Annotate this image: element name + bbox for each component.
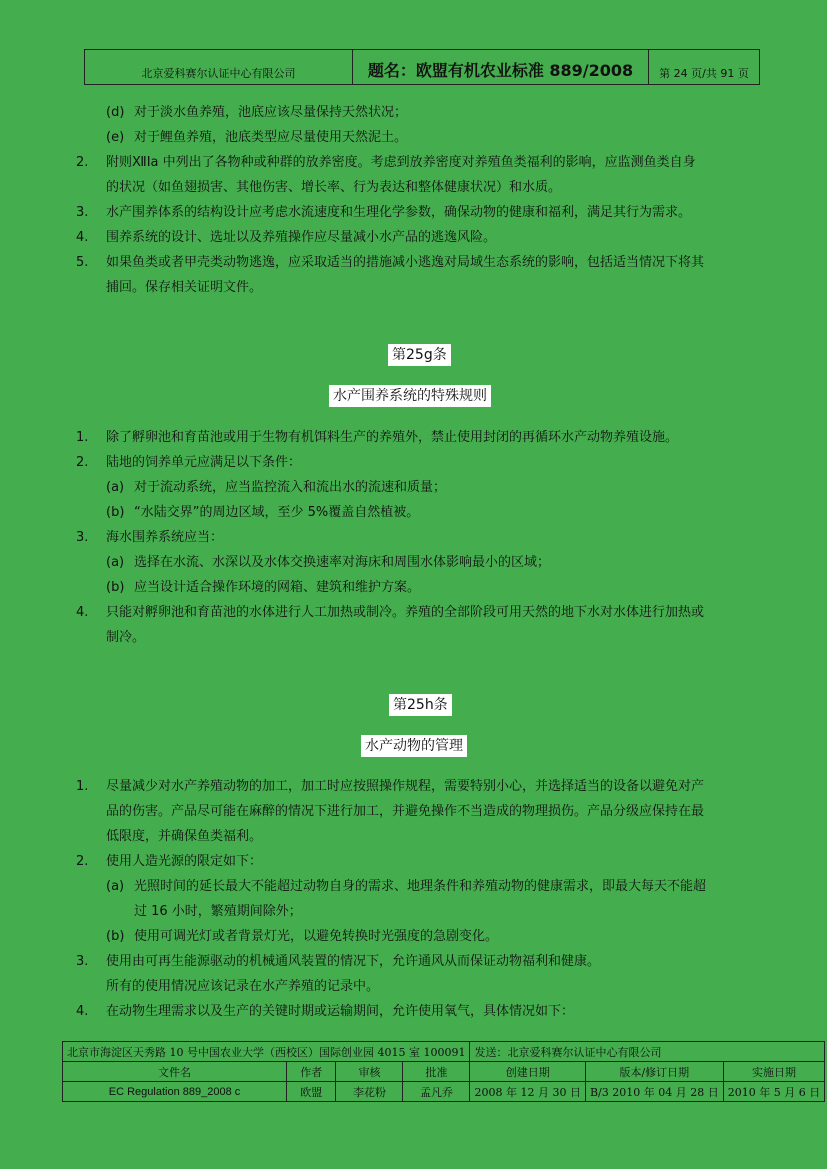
footer-address-row: [63, 1042, 825, 1062]
list-item: 附则ⅫIa 中列出了各物种或种群的放养密度。考虑到放养密度对养殖鱼类福利的影响，应监测鱼类自身: [106, 155, 696, 170]
list-marker: (a): [106, 555, 125, 570]
footer-header-cell: 审核: [336, 1062, 403, 1082]
list-marker: (a): [106, 480, 125, 495]
footer-header-cell: 文件名: [63, 1062, 287, 1082]
list-item: 海水围养系统应当：: [106, 530, 224, 545]
list-marker: (b): [106, 505, 125, 520]
article-number: 第25g条: [388, 344, 451, 366]
list-item: 对于流动系统，应当监控流入和流出水的流速和质量；: [134, 480, 447, 495]
footer-header-cell: 版本/修订日期: [585, 1062, 723, 1082]
list-item: 除了孵卵池和育苗池或用于生物有机饵料生产的养殖外，禁止使用封闭的再循环水产动物养殖设施。: [106, 430, 679, 445]
list-marker: (e): [106, 130, 125, 145]
list-item: “水陆交界”的周边区域，至少 5%覆盖自然植被。: [134, 505, 420, 520]
list-marker: (b): [106, 580, 125, 595]
section-heading: 水产围养系统的特殊规则: [329, 385, 491, 407]
header-page-number: 第 24 页/共 91 页: [659, 67, 749, 80]
list-marker: 3.: [76, 205, 89, 220]
list-item: 陆地的饲养单元应满足以下条件：: [106, 455, 302, 470]
list-item: 应当设计适合操作环境的网箱、建筑和维护方案。: [134, 580, 421, 595]
footer-header-cell: 批准: [403, 1062, 470, 1082]
list-marker: (b): [106, 929, 125, 944]
list-marker: 3.: [76, 530, 89, 545]
list-item: 只能对孵卵池和育苗池的水体进行人工加热或制冷。养殖的全部阶段可用天然的地下水对水体进行加热或: [106, 605, 705, 620]
list-item-continued: 过 16 小时，繁殖期间除外；: [134, 904, 302, 919]
list-item-continued: 捕回。保存相关证明文件。: [106, 280, 263, 295]
header-company: 北京爱科赛尔认证中心有限公司: [85, 50, 353, 84]
page-header: [84, 49, 760, 85]
list-item: 光照时间的延长最大不能超过动物自身的需求、地理条件和养殖动物的健康需求，即最大每天不能超: [134, 879, 707, 894]
footer-reviewer: 李花粉: [336, 1082, 403, 1102]
list-marker: (a): [106, 879, 125, 894]
list-marker: 1.: [76, 779, 89, 794]
list-marker: 1.: [76, 430, 89, 445]
list-marker: 3.: [76, 954, 89, 969]
footer-header-row: [63, 1062, 825, 1082]
list-marker: 4.: [76, 230, 89, 245]
footer-header-cell: 作者: [287, 1062, 336, 1082]
list-marker: 2.: [76, 854, 89, 869]
list-item: 选择在水流、水深以及水体交换速率对海床和周围水体影响最小的区域；: [134, 555, 551, 570]
footer-value-row: [63, 1082, 825, 1102]
list-item: 尽量减少对水产养殖动物的加工，加工时应按照操作规程，需要特别小心，并选择适当的设备以避免对产: [106, 779, 705, 794]
list-marker: (d): [106, 105, 125, 120]
footer-effective-date: 2010 年 5 月 6 日: [723, 1082, 824, 1102]
list-item: 围养系统的设计、选址以及养殖操作应尽量减小水产品的逃逸风险。: [106, 230, 497, 245]
footer-revision-date: B/3 2010 年 04 月 28 日: [585, 1082, 723, 1102]
list-marker: 4.: [76, 1004, 89, 1019]
list-item-continued: 所有的使用情况应该记录在水产养殖的记录中。: [106, 979, 380, 994]
footer-created-date: 2008 年 12 月 30 日: [470, 1082, 585, 1102]
document-footer-table: [62, 1041, 825, 1102]
list-item-continued: 品的伤害。产品尽可能在麻醉的情况下进行加工，并避免操作不当造成的物理损伤。产品分级应保持在最: [106, 804, 705, 819]
list-item: 使用人造光源的限定如下：: [106, 854, 263, 869]
list-marker: 2.: [76, 155, 89, 170]
list-marker: 2.: [76, 455, 89, 470]
list-item: 对于淡水鱼养殖，池底应该尽量保持天然状况；: [134, 105, 408, 120]
list-item-continued: 的状况（如鱼翅损害、其他伤害、增长率、行为表达和整体健康状况）和水质。: [106, 180, 562, 195]
footer-approver: 孟凡乔: [403, 1082, 470, 1102]
footer-header-cell: 实施日期: [723, 1062, 824, 1082]
footer-author: 欧盟: [287, 1082, 336, 1102]
list-marker: 5.: [76, 255, 89, 270]
list-item: 水产围养体系的结构设计应考虑水流速度和生理化学参数，确保动物的健康和福利，满足其行为需求。: [106, 205, 692, 220]
footer-header-cell: 创建日期: [470, 1062, 585, 1082]
list-item-continued: 低限度，并确保鱼类福利。: [106, 829, 263, 844]
footer-sent-to: 发送：北京爱科赛尔认证中心有限公司: [470, 1042, 825, 1062]
list-item: 在动物生理需求以及生产的关键时期或运输期间，允许使用氧气，具体情况如下：: [106, 1004, 575, 1019]
section-heading: 水产动物的管理: [361, 735, 467, 757]
list-item-continued: 制冷。: [106, 630, 146, 645]
footer-address: 北京市海淀区天秀路 10 号中国农业大学（西校区）国际创业园 4015 室 100091: [63, 1042, 470, 1062]
article-number: 第25h条: [389, 694, 452, 716]
footer-file-name: EC Regulation 889_2008 c: [63, 1082, 287, 1102]
list-item: 如果鱼类或者甲壳类动物逃逸，应采取适当的措施减小逃逸对局域生态系统的影响，包括适当情况下将其: [106, 255, 705, 270]
list-item: 对于鲤鱼养殖，池底类型应尽量使用天然泥土。: [134, 130, 408, 145]
header-title: 题名：欧盟有机农业标准 889/2008: [353, 50, 649, 84]
list-item: 使用可调光灯或者背景灯光，以避免转换时光强度的急剧变化。: [134, 929, 499, 944]
list-marker: 4.: [76, 605, 89, 620]
list-item: 使用由可再生能源驱动的机械通风装置的情况下，允许通风从而保证动物福利和健康。: [106, 954, 601, 969]
